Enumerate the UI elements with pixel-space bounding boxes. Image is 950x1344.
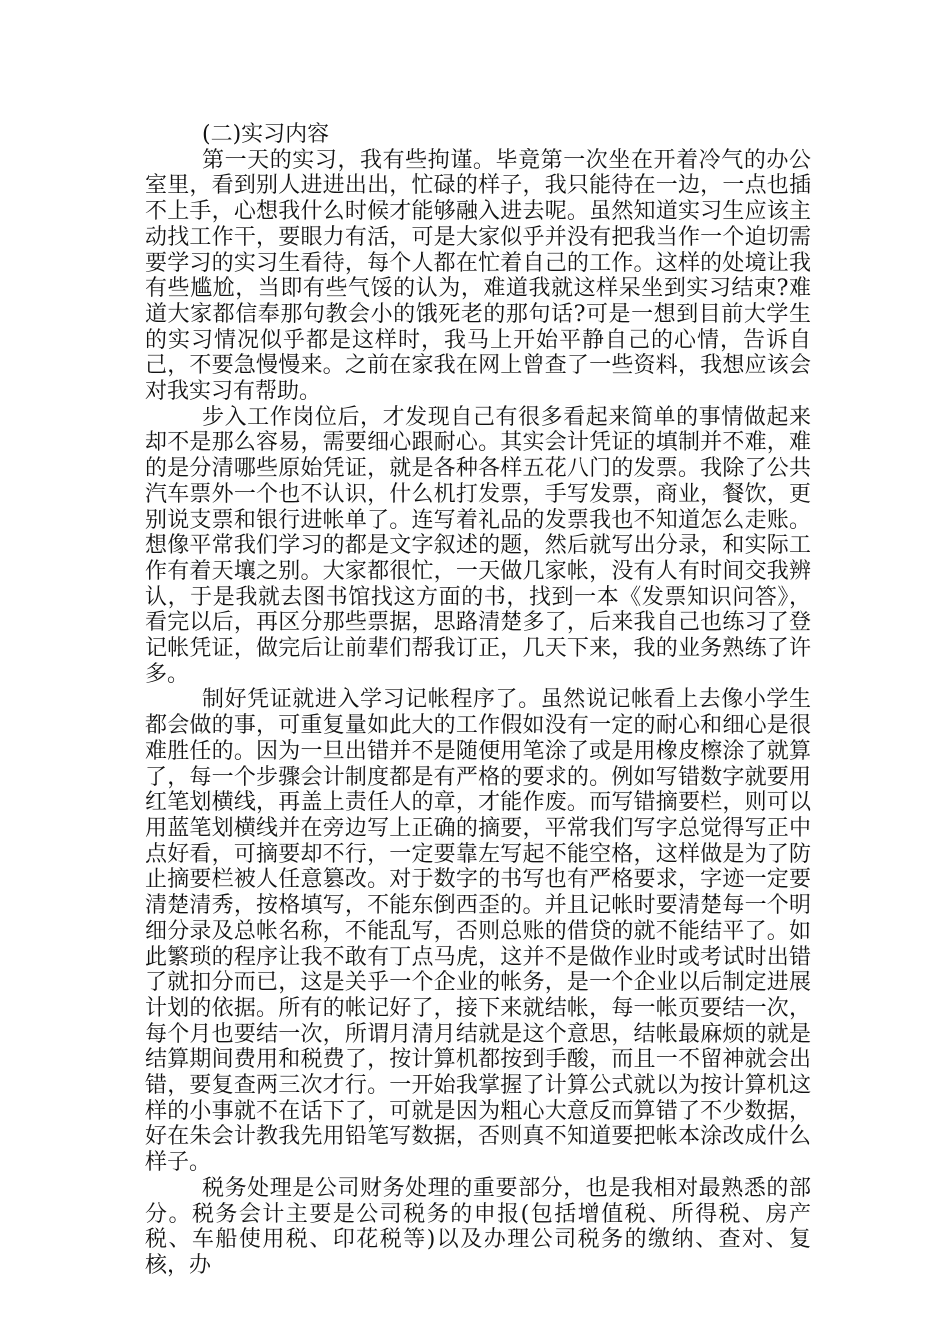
paragraph-4: 税务处理是公司财务处理的重要部分，也是我相对最熟悉的部分。税务会计主要是公司税务的申报(包括增值税、所得税、房产税、车船使用税、印花税等)以及办理公司税务的缴纳、查对、复核，办 [145,1175,811,1278]
section-heading: (二)实习内容 [202,122,330,147]
paragraph-3: 制好凭证就进入学习记帐程序了。虽然说记帐看上去像小学生都会做的事，可重复量如此大的工作假如没有一定的耐心和细心是很难胜任的。因为一旦出错并不是随便用笔涂了或是用橡皮檫涂了就算了，每一个步骤会计制度都是有严格的要求的。例如写错数字就要用红笔划横线，再盖上责任人的章，才能作废。而写错摘要栏，则可以用蓝笔划横线并在旁边写上正确的摘要，平常我们写字总觉得写正中点好看，可摘要却不行，一定要靠左写起不能空格，这样做是为了防止摘要栏被人任意篡改。对于数字的书写也有严格要求，字迹一定要清楚清秀，按格填写，不能东倒西歪的。并且记帐时要清楚每一个明细分录及总帐名称，不能乱写，否则总账的借贷的就不能结平了。如此繁琐的程序让我不敢有丁点马虎，这并不是做作业时或考试时出错了就扣分而已，这是关乎一个企业的帐务，是一个企业以后制定进展计划的依据。所有的帐记好了，接下来就结帐，每一帐页要结一次，每个月也要结一次，所谓月清月结就是这个意思，结帐最麻烦的就是结算期间费用和税费了，按计算机都按到手酸，而且一不留神就会出错，要复查两三次才行。一开始我掌握了计算公式就以为按计算机这样的小事就不在话下了，可就是因为粗心大意反而算错了不少数据，好在朱会计教我先用铅笔写数据，否则真不知道要把帐本涂改成什么样子。 [145,687,811,1176]
document-page [145,122,811,1279]
paragraph-2: 步入工作岗位后，才发现自己有很多看起来简单的事情做起来却不是那么容易，需要细心跟耐心。其实会计凭证的填制并不难，难的是分清哪些原始凭证，就是各种各样五花八门的发票。我除了公共汽车票外一个也不认识，什么机打发票，手写发票，商业，餐饮，更别说支票和银行进帐单了。连写着礼品的发票我也不知道怎么走账。想像平常我们学习的都是文字叙述的题，然后就写出分录，和实际工作有着天壤之别。大家都很忙，一天做几家帐，没有人有时间交我辨认，于是我就去图书馆找这方面的书，找到一本《发票知识问答》，看完以后，再区分那些票据，思路清楚多了，后来我自己也练习了登记帐凭证，做完后让前辈们帮我订正，几天下来，我的业务熟练了许多。 [145,404,811,687]
paragraph-1: 第一天的实习，我有些拘谨。毕竟第一次坐在开着冷气的办公室里，看到别人进进出出，忙碌的样子，我只能待在一边，一点也插不上手，心想我什么时候才能够融入进去呢。虽然知道实习生应该主动找工作干，要眼力有活，可是大家似乎并没有把我当作一个迫切需要学习的实习生看待，每个人都在忙着自己的工作。这样的处境让我有些尴尬，当即有些气馁的认为，难道我就这样呆坐到实习结束?难道大家都信奉那句教会小的饿死老的那句话?可是一想到目前大学生的实习情况似乎都是这样时，我马上开始平静自己的心情，告诉自己，不要急慢慢来。之前在家我在网上曾查了一些资料，我想应该会对我实习有帮助。 [145,147,811,405]
